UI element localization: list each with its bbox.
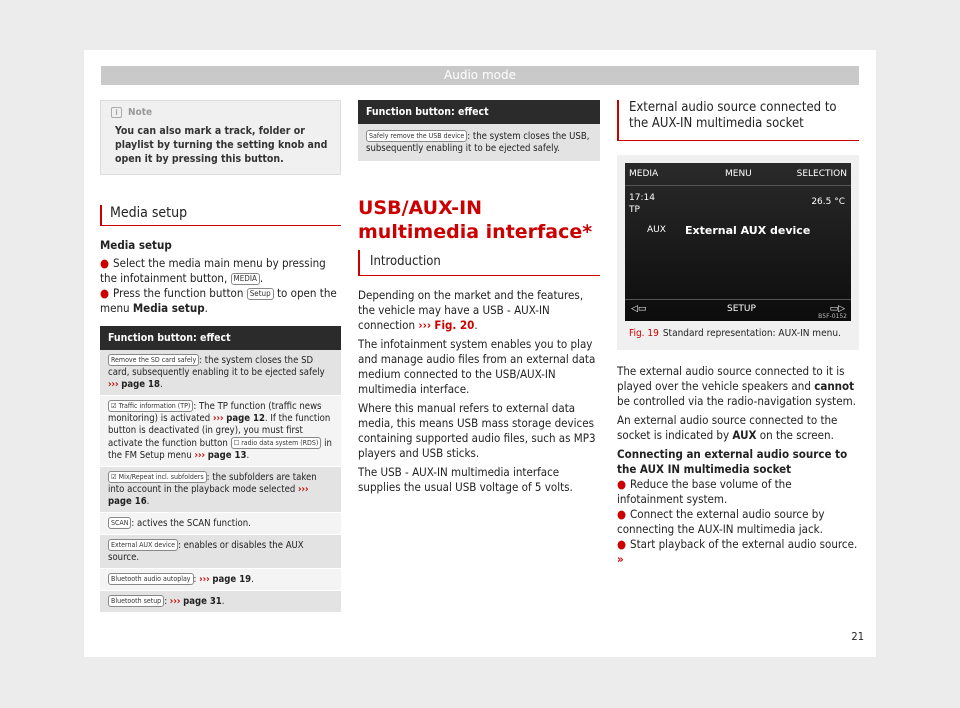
figure-code: B5F-0152	[818, 313, 847, 320]
screen-device: External AUX device	[685, 224, 811, 237]
step-1: ● Select the media main menu by pressing the infotainment button, MEDIA .	[100, 256, 326, 285]
aux-bullet-1: ● Reduce the base volume of the infotainment system.	[617, 477, 792, 506]
function-table-1	[100, 326, 341, 613]
column-left	[100, 100, 341, 613]
back-icon: ◁▭	[631, 304, 647, 314]
note-box	[100, 100, 341, 175]
screen-setup-label: SETUP	[727, 304, 756, 314]
screen-tp: TP	[629, 205, 640, 215]
aux-paragraph-2: An external audio source connected to the socket is indicated by AUX on the screen.	[617, 413, 838, 442]
table-row: External AUX device : enables or disables the AUX source.	[100, 535, 341, 569]
figure-19	[617, 155, 859, 350]
usb-intro-heading: Introduction	[358, 250, 600, 276]
continue-icon: »	[617, 552, 624, 566]
screen-aux: AUX	[647, 225, 666, 235]
table-header: Function button: effect	[358, 100, 600, 124]
table-row: SCAN : actives the SCAN function.	[100, 513, 341, 535]
table-row: ☑ Traffic information (TP) : The TP function (traffic news monitoring) is activated ››› page 12. If the function button is deactivated (in grey), you must first activate the function button ☐ radio data system (RDS) in the FM Setup menu ››› page 13.	[100, 396, 341, 467]
column-right	[617, 100, 859, 567]
column-middle	[358, 100, 600, 495]
aux-bullet-2: ● Connect the external audio source by connecting the AUX-IN multimedia jack.	[617, 507, 825, 536]
page-number: 21	[851, 630, 864, 643]
usb-paragraph-2: The infotainment system enables you to play and manage audio files from an external data medium connected to the USB/AUX-IN multimedia interface.	[358, 337, 596, 396]
media-button: MEDIA	[231, 273, 260, 285]
screen-divider-bottom	[625, 299, 851, 300]
aux-paragraph-1: The external audio source connected to it is played over the vehicle speakers and cannot be controlled via the radio-navigation system.	[617, 364, 856, 408]
screen-temperature: 26.5 °C	[811, 197, 845, 207]
page-header: Audio mode	[101, 66, 859, 85]
screen-menu-label: MENU	[725, 169, 752, 179]
screen-media-label: MEDIA	[629, 169, 659, 179]
setup-button: Setup	[247, 288, 274, 300]
aux-subheading: Connecting an external audio source to the AUX IN multimedia socket	[617, 447, 848, 476]
screen-selection-label: SELECTION	[796, 169, 847, 179]
section-title-media-setup: Media setup	[100, 205, 341, 226]
note-label: Note	[128, 107, 153, 118]
infotainment-screen	[625, 163, 851, 321]
note-text: You can also mark a track, folder or playlist by turning the setting knob and open it by pressing this button.	[115, 125, 328, 165]
usb-paragraph-3: Where this manual refers to external data media, this means USB mass storage devices containing supported audio files, such as MP3 players and USB sticks.	[358, 401, 596, 460]
table-row: Bluetooth setup : ››› page 31.	[100, 591, 341, 613]
usb-title: USB/AUX-IN multimedia interface*	[358, 197, 593, 243]
function-table-2	[358, 100, 600, 162]
table-row: Safely remove the USB device : the system closes the USB, subsequently enabling it to be ejected safely.	[358, 124, 600, 162]
figure-caption: Fig. 19 Standard representation: AUX-IN menu.	[629, 328, 841, 339]
aux-title: External audio source connected to the AUX-IN multimedia socket	[617, 100, 859, 141]
step-2: ● Press the function button Setup to open the menu Media setup.	[100, 286, 337, 315]
screen-time: 17:14	[629, 193, 655, 203]
media-setup-subtitle: Media setup	[100, 238, 172, 252]
screen-divider	[625, 185, 851, 186]
manual-page	[84, 50, 876, 657]
table-row: Bluetooth audio autoplay : ››› page 19.	[100, 569, 341, 591]
table-row: Remove the SD card safely : the system closes the SD card, subsequently enabling it to be ejected safely ››› page 18.	[100, 350, 341, 396]
info-icon: i	[111, 107, 122, 118]
table-header: Function button: effect	[100, 326, 341, 350]
table-row: ☑ Mix/Repeat incl. subfolders : the subfolders are taken into account in the playback mode selected ››› page 16.	[100, 467, 341, 513]
aux-bullet-3: ● Start playback of the external audio source. »	[617, 537, 858, 566]
usb-paragraph-1: Depending on the market and the features, the vehicle may have a USB - AUX-IN connection ››› Fig. 20.	[358, 288, 584, 332]
usb-paragraph-4: The USB - AUX-IN multimedia interface supplies the usual USB voltage of 5 volts.	[358, 465, 573, 494]
forward-icon: ▭▷	[829, 304, 845, 314]
